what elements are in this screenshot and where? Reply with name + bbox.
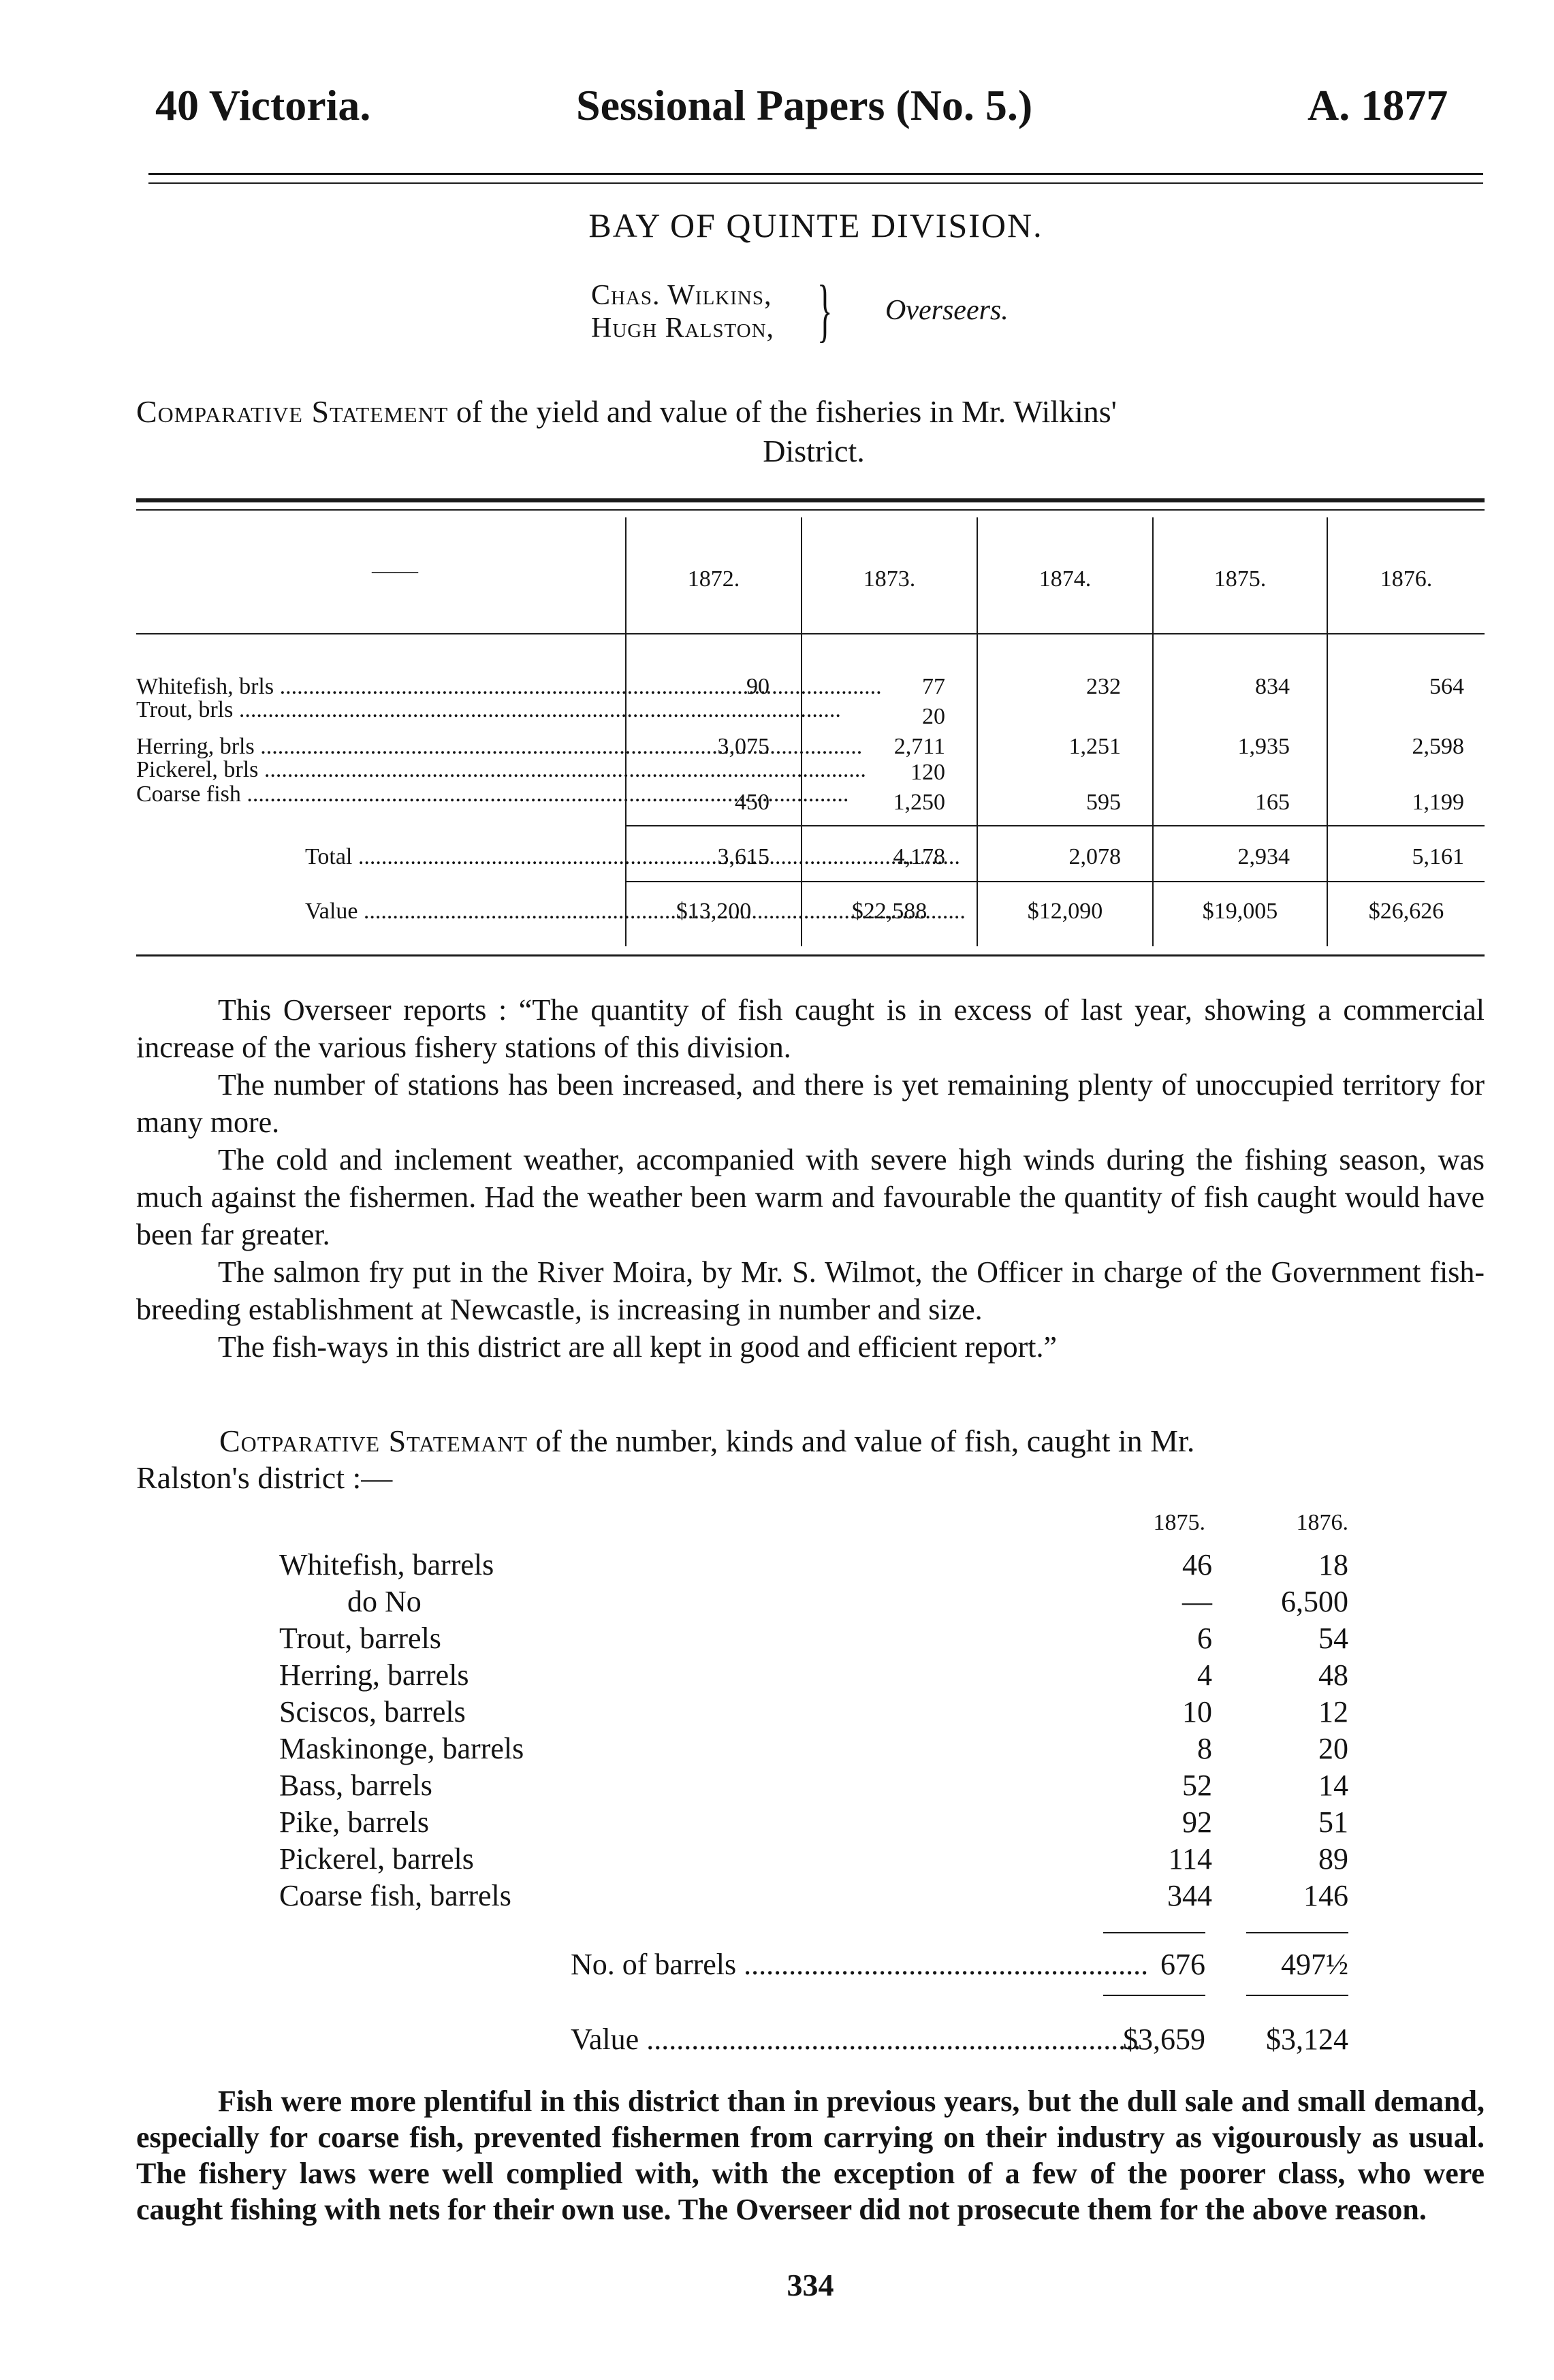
table1-total-rule — [627, 825, 1485, 826]
statement2-line2: Ralston's district :— — [136, 1460, 393, 1495]
table1-row-label-herring: Herring, brls ..... — [136, 734, 620, 760]
table1-cell: 1,935 — [1237, 734, 1290, 759]
table2-value-1876: 12 — [1318, 1695, 1348, 1728]
statement2-line1 — [219, 1423, 1194, 1459]
table2-row — [279, 1878, 1348, 1914]
table2-row — [279, 1767, 1348, 1804]
table1-year-1876: 1876. — [1380, 566, 1433, 592]
report-paragraph: This Overseer reports : “The quantity of fish caught is in excess of last year, showing a commercial increase of the various fishery stations of this division. — [136, 993, 1485, 1064]
statement1-line1 — [136, 393, 1491, 430]
table1-cell: 834 — [1255, 674, 1290, 699]
table1-year-1874: 1874. — [1038, 566, 1092, 592]
table2-row — [279, 1583, 1348, 1620]
table1-total-1874: 2,078 — [1068, 844, 1121, 869]
table1-cell: 120 — [910, 760, 945, 785]
statement1-lead: Comparative Statement — [136, 394, 449, 429]
table2-row — [279, 1657, 1348, 1694]
table1-value-rule — [627, 881, 1485, 882]
table1-cell: 450 — [735, 790, 770, 815]
table1-cell: 1,250 — [893, 790, 945, 815]
header-session: 40 Victoria. — [155, 81, 371, 129]
page-number: 334 — [787, 2268, 834, 2302]
table2-row-label: do No — [347, 1585, 422, 1618]
closing-text: Fish were more plentiful in this district than in previous years, but the dull sale and small demand, especially for coarse fish, prevented fishermen from carrying on their industry as vigourously as usual. The fishery laws were well complied with, with the exception of a few of the poorer class, who were caught fishing with nets for their own use. The Overseer did not prosecute them for the above reason. — [136, 2085, 1485, 2226]
table2-value-label-text: Value — [571, 2023, 639, 2056]
table2-value-label: Value .................................................................. — [571, 2023, 1141, 2056]
table1-cell: 2,711 — [893, 734, 945, 759]
table2-value-1875: 52 — [1182, 1769, 1212, 1802]
overseers-role: Overseers. — [885, 295, 1009, 326]
table2-sum-rule-1875 — [1103, 1932, 1205, 1933]
overseer-name-1: Chas. Wilkins, — [591, 280, 772, 311]
table2-row — [279, 1547, 1348, 1583]
table1-value-1873: $22,588 — [851, 899, 927, 924]
table2-value-1876: 48 — [1318, 1658, 1348, 1692]
table2-year-1876: 1876. — [1296, 1510, 1348, 1535]
table1-rule-top — [136, 498, 1485, 502]
table2-value-rule-1876 — [1246, 1995, 1348, 1996]
table2-row-label: Herring, barrels — [279, 1658, 469, 1692]
table2-barrels-1876: 497½ — [1281, 1948, 1348, 1981]
table2-row — [279, 1804, 1348, 1841]
header-rule-top — [148, 173, 1483, 175]
table2-value-1875: 6 — [1197, 1622, 1212, 1655]
table1-cell: 20 — [922, 704, 945, 729]
table1-cell: 3,075 — [717, 734, 770, 759]
statement2-lead: Cotparative Statemant — [219, 1424, 528, 1458]
table2-sum-rule-1876 — [1246, 1932, 1348, 1933]
statement1-rest: of the yield and value of the fisheries in Mr. Wilkins' — [456, 394, 1117, 429]
report-paragraph: The salmon fry put in the River Moira, by Mr. S. Wilmot, the Officer in charge of the Government fish-breeding establishment at Newcastle, is increasing in number and size. — [136, 1255, 1485, 1326]
table1-total-label: Total ..... — [305, 844, 620, 870]
table1-rule-top2 — [136, 509, 1485, 511]
table2-value-1876: 6,500 — [1281, 1585, 1348, 1618]
header-year: A. 1877 — [1307, 81, 1448, 129]
table2-value-1876: 14 — [1318, 1769, 1348, 1802]
table2-row — [279, 1841, 1348, 1878]
table1-rule-bottom — [136, 954, 1485, 956]
table1-row-label-trout: Trout, brls ..... — [136, 697, 620, 723]
header-title: Sessional Papers (No. 5.) — [576, 81, 1033, 129]
table1-value-1875: $19,005 — [1202, 899, 1278, 924]
table2-barrels-label: No. of barrels ...................................................... — [571, 1948, 1149, 1981]
table1-cell: 2,598 — [1412, 734, 1464, 759]
overseers-brace: } — [817, 271, 833, 349]
table1-cell: 1,199 — [1412, 790, 1464, 815]
table2-value-1875: 46 — [1182, 1548, 1212, 1581]
table1-total-1873: 4,178 — [893, 844, 945, 869]
table1-cell: 232 — [1086, 674, 1121, 699]
table2-value-1876: 20 — [1318, 1732, 1348, 1765]
table1-total-1872: 3,615 — [717, 844, 770, 869]
table1-cell: 90 — [746, 674, 770, 699]
table1-value-label: Value ..... — [305, 899, 620, 924]
table2-value-rule-1875 — [1103, 1995, 1205, 1996]
table1-row-label-coarse-fish: Coarse fish ..... — [136, 782, 620, 807]
table2-row-label: Maskinonge, barrels — [279, 1732, 524, 1765]
table2-barrels-1875: 676 — [1160, 1948, 1205, 1981]
table2-value-1875: — — [1182, 1585, 1212, 1618]
table2-value-1875: 344 — [1167, 1879, 1212, 1912]
table2-row-label: Bass, barrels — [279, 1769, 432, 1802]
table2-value-1876: $3,124 — [1266, 2023, 1348, 2056]
header-rule-bottom — [148, 182, 1483, 184]
table1-value-1874: $12,090 — [1027, 899, 1103, 924]
table2-row — [279, 1620, 1348, 1657]
report-paragraph: The number of stations has been increased, and there is yet remaining plenty of unoccupied territory for many more. — [136, 1068, 1485, 1139]
table1-cell: 1,251 — [1068, 734, 1121, 759]
table1-year-1873: 1873. — [863, 566, 916, 592]
table2-value-1876: 146 — [1303, 1879, 1348, 1912]
table2-value-1875: 114 — [1168, 1842, 1212, 1876]
table2-value-1875: 8 — [1197, 1732, 1212, 1765]
table1-corner: —— — [372, 558, 418, 583]
table2-row-label: Pike, barrels — [279, 1805, 429, 1839]
overseer-name-2: Hugh Ralston, — [591, 312, 775, 344]
table1-cell: 165 — [1255, 790, 1290, 815]
table1-cell: 77 — [922, 674, 945, 699]
report-paragraph: The cold and inclement weather, accompanied with severe high winds during the fishing season, was much against the fishermen. Had the weather been warm and favourable the quantity of fish caught would have been far greater. — [136, 1143, 1485, 1251]
table1-total-1876: 5,161 — [1412, 844, 1464, 869]
table1-row-label-pickerel: Pickerel, brls ..... — [136, 757, 620, 783]
table2-value-1876: 51 — [1318, 1805, 1348, 1839]
table2-barrels-label-text: No. of barrels — [571, 1948, 737, 1981]
closing-paragraph — [136, 2083, 1485, 2228]
table2-value-1875: 10 — [1182, 1695, 1212, 1728]
table1-year-1872: 1872. — [687, 566, 740, 592]
table2-value-1875: 92 — [1182, 1805, 1212, 1839]
report-paragraph: The fish-ways in this district are all kept in good and efficient report.” — [218, 1330, 1058, 1364]
table1-value-1872: $13,200 — [676, 899, 752, 924]
table2-value-1875: $3,659 — [1123, 2023, 1205, 2056]
table2-row-label: Pickerel, barrels — [279, 1842, 474, 1876]
table2-row-label: Coarse fish, barrels — [279, 1879, 511, 1912]
table1-row-label-whitefish: Whitefish, brls ..... — [136, 674, 620, 700]
table2-row — [279, 1731, 1348, 1767]
table2-row-label: Whitefish, barrels — [279, 1548, 494, 1581]
table2-row — [279, 1694, 1348, 1731]
table1-head-rule — [136, 633, 1485, 634]
table2-value-1876: 18 — [1318, 1548, 1348, 1581]
division-title: BAY OF QUINTE DIVISION. — [588, 206, 1043, 244]
statement1-line2: District. — [763, 434, 865, 468]
table2-value-1876: 54 — [1318, 1622, 1348, 1655]
overseer-report — [136, 991, 1485, 1366]
table1-total-1875: 2,934 — [1237, 844, 1290, 869]
table1-cell: 564 — [1429, 674, 1464, 699]
table2-year-1875: 1875. — [1153, 1510, 1205, 1535]
table2-value-1876: 89 — [1318, 1842, 1348, 1876]
statement2-rest: of the number, kinds and value of fish, caught in Mr. — [535, 1424, 1195, 1458]
table2-row-label: Trout, barrels — [279, 1622, 441, 1655]
table1-year-1875: 1875. — [1214, 566, 1267, 592]
table1-value-1876: $26,626 — [1368, 899, 1444, 924]
table1-cell: 595 — [1086, 790, 1121, 815]
table2-value-1875: 4 — [1197, 1658, 1212, 1692]
table2-row-label: Sciscos, barrels — [279, 1695, 466, 1728]
